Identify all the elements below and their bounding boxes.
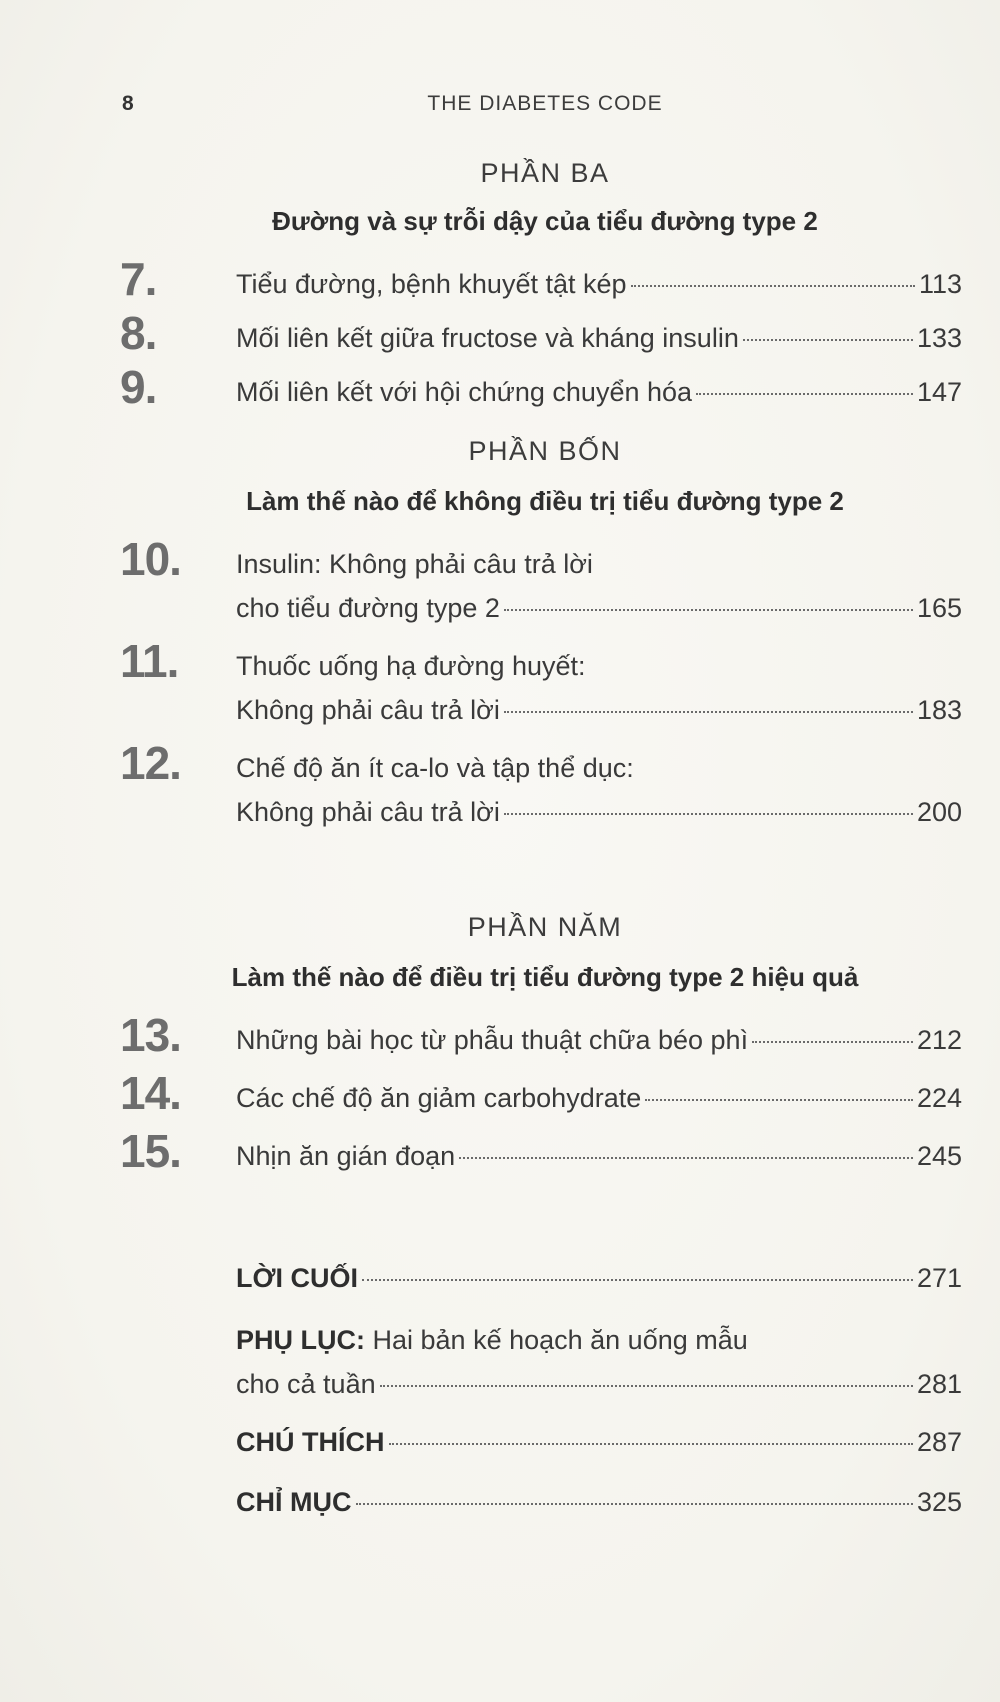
entry-title-bold: PHỤ LỤC: bbox=[236, 1325, 365, 1355]
entry-title: LỜI CUỐI bbox=[236, 1263, 359, 1293]
entry-page: 200 bbox=[916, 797, 962, 827]
toc-entry bbox=[236, 644, 962, 732]
toc-entry bbox=[236, 1018, 962, 1062]
entry-title-line1: Insulin: Không phải câu trả lời bbox=[236, 549, 593, 579]
dot-leader bbox=[631, 285, 915, 287]
part-three-label: PHẦN BA bbox=[480, 158, 610, 188]
dot-leader bbox=[356, 1503, 913, 1505]
dot-leader bbox=[362, 1279, 913, 1281]
dot-leader bbox=[645, 1099, 913, 1101]
toc-entry bbox=[236, 1134, 962, 1178]
entry-title: Các chế độ ăn giảm carbohydrate bbox=[236, 1083, 642, 1113]
chapter-number: 13. bbox=[120, 1009, 181, 1061]
entry-page: 212 bbox=[916, 1025, 962, 1055]
entry-title: Nhịn ăn gián đoạn bbox=[236, 1141, 456, 1171]
entry-title: Mối liên kết giữa fructose và kháng insulin bbox=[236, 323, 739, 353]
chapter-number: 11. bbox=[120, 635, 179, 687]
page-number: 8 bbox=[122, 92, 134, 115]
entry-page: 281 bbox=[916, 1369, 962, 1399]
dot-leader bbox=[380, 1385, 913, 1387]
entry-title-line1: Chế độ ăn ít ca-lo và tập thể dục: bbox=[236, 753, 634, 783]
toc-entry-notes bbox=[236, 1420, 962, 1464]
entry-page: 183 bbox=[916, 695, 962, 725]
dot-leader bbox=[504, 609, 913, 611]
entry-page: 245 bbox=[916, 1141, 962, 1171]
dot-leader bbox=[504, 813, 913, 815]
entry-title: Những bài học từ phẫu thuật chữa béo phì bbox=[236, 1025, 749, 1055]
dot-leader bbox=[504, 711, 913, 713]
toc-entry-afterword bbox=[236, 1256, 962, 1300]
entry-title-line2: Không phải câu trả lời bbox=[236, 695, 500, 725]
toc-entry bbox=[236, 542, 962, 630]
chapter-number: 12. bbox=[120, 737, 181, 789]
toc-entry-appendix bbox=[236, 1318, 962, 1406]
running-header-title: THE DIABETES CODE bbox=[427, 92, 663, 115]
dot-leader bbox=[752, 1041, 913, 1043]
part-three-title: Đường và sự trỗi dậy của tiểu đường type 2 bbox=[272, 206, 818, 236]
entry-page: 325 bbox=[916, 1487, 962, 1517]
toc-entry bbox=[236, 746, 962, 834]
chapter-number: 8. bbox=[120, 307, 157, 359]
entry-page: 287 bbox=[916, 1427, 962, 1457]
entry-title: CHỈ MỤC bbox=[236, 1487, 352, 1517]
entry-page: 165 bbox=[916, 593, 962, 623]
chapter-number: 9. bbox=[120, 361, 157, 413]
entry-title: Tiểu đường, bệnh khuyết tật kép bbox=[236, 269, 627, 299]
entry-page: 224 bbox=[916, 1083, 962, 1113]
chapter-number: 14. bbox=[120, 1067, 181, 1119]
dot-leader bbox=[459, 1157, 913, 1159]
toc-entry bbox=[236, 262, 962, 306]
part-five-title: Làm thế nào để điều trị tiểu đường type 2 hiệu quả bbox=[231, 962, 859, 992]
entry-title: CHÚ THÍCH bbox=[236, 1427, 385, 1457]
chapter-number: 10. bbox=[120, 533, 181, 585]
entry-title: Mối liên kết với hội chứng chuyển hóa bbox=[236, 377, 693, 407]
chapter-number: 15. bbox=[120, 1125, 181, 1177]
dot-leader bbox=[696, 393, 913, 395]
toc-entry-index bbox=[236, 1480, 962, 1524]
chapter-number: 7. bbox=[120, 253, 157, 305]
dot-leader bbox=[743, 339, 913, 341]
part-four-label: PHẦN BỐN bbox=[468, 436, 622, 466]
part-five-label: PHẦN NĂM bbox=[467, 912, 623, 942]
entry-title-line2: cho cả tuần bbox=[236, 1369, 376, 1399]
entry-title-rest: Hai bản kế hoạch ăn uống mẫu bbox=[365, 1325, 748, 1355]
entry-page: 113 bbox=[918, 269, 962, 299]
entry-title-line2: cho tiểu đường type 2 bbox=[236, 593, 500, 623]
entry-page: 271 bbox=[916, 1263, 962, 1293]
toc-entry bbox=[236, 370, 962, 414]
entry-page: 133 bbox=[916, 323, 962, 353]
entry-title-line1: Thuốc uống hạ đường huyết: bbox=[236, 651, 586, 681]
entry-title-line2: Không phải câu trả lời bbox=[236, 797, 500, 827]
entry-page: 147 bbox=[916, 377, 962, 407]
part-four-title: Làm thế nào để không điều trị tiểu đường type 2 bbox=[246, 486, 844, 516]
dot-leader bbox=[389, 1443, 913, 1445]
toc-entry bbox=[236, 1076, 962, 1120]
toc-entry bbox=[236, 316, 962, 360]
